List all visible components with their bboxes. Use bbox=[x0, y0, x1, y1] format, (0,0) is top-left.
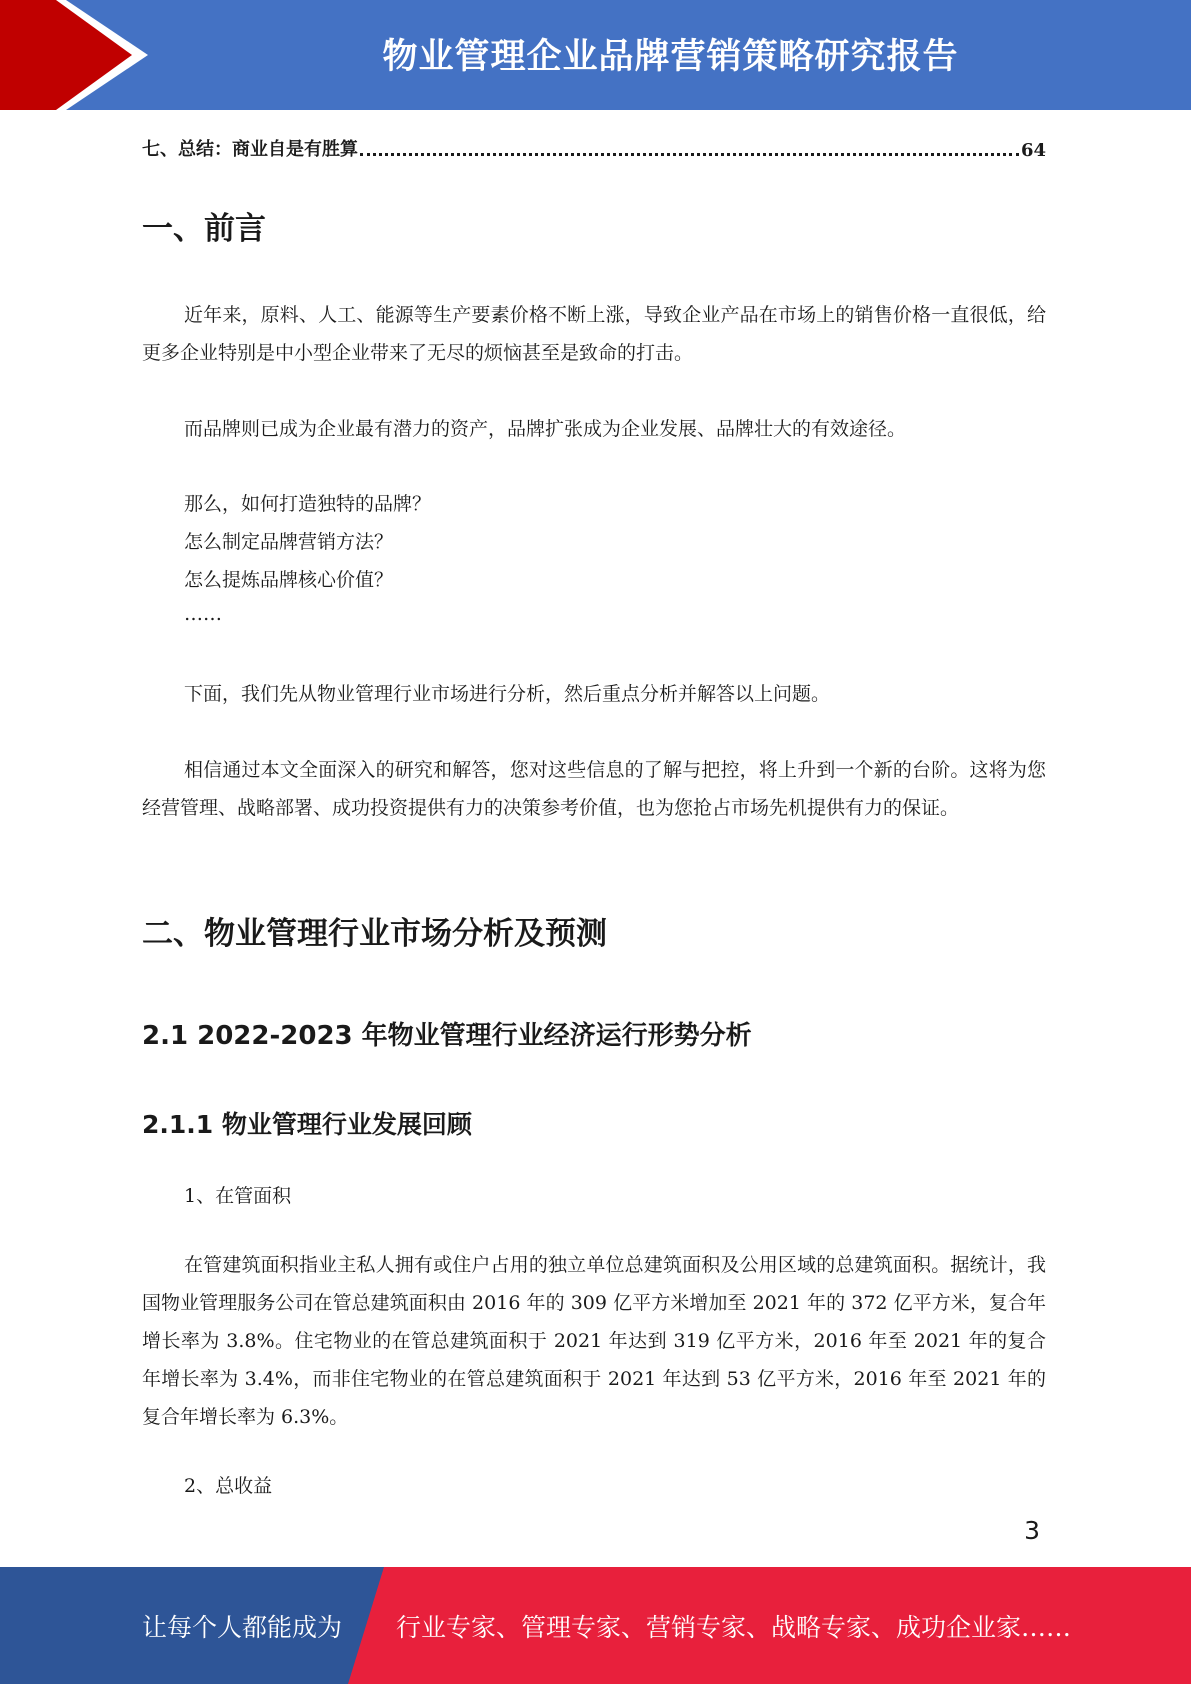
page-number: 3 bbox=[1024, 1516, 1040, 1545]
paragraph: 而品牌则已成为企业最有潜力的资产，品牌扩张成为企业发展、品牌壮大的有效途径。 bbox=[184, 418, 907, 440]
question-line: 那么，如何打造独特的品牌？ bbox=[184, 493, 432, 515]
ellipsis-line: …… bbox=[184, 603, 222, 625]
page-footer bbox=[0, 1567, 1191, 1684]
paragraph: 下面，我们先从物业管理行业市场进行分析，然后重点分析并解答以上问题。 bbox=[184, 683, 831, 705]
question-line: 怎么制定品牌营销方法？ bbox=[184, 531, 394, 553]
header-arrow-icon bbox=[0, 0, 160, 110]
report-title: 物业管理企业品牌营销策略研究报告 bbox=[382, 37, 959, 77]
question-line: 怎么提炼品牌核心价值？ bbox=[184, 569, 394, 591]
toc-item-label: 七、总结：商业自是有胜算 bbox=[142, 139, 358, 160]
subsection-heading: 2.1 2022-2023 年物业管理行业经济运行形势分析 bbox=[142, 1021, 752, 1051]
paragraph: 相信通过本文全面深入的研究和解答，您对这些信息的了解与把控，将上升到一个新的台阶。这将为您经营管理、战略部署、成功投资提供有力的决策参考价值，也为您抢占市场先机提供有力的保证。 bbox=[142, 759, 1046, 819]
list-item-label: 2、总收益 bbox=[184, 1475, 273, 1497]
toc-leader bbox=[360, 152, 1019, 156]
page-content bbox=[142, 125, 1046, 1497]
paragraph: 近年来，原料、人工、能源等生产要素价格不断上涨，导致企业产品在市场上的销售价格一直很低，给更多企业特别是中小型企业带来了无尽的烦恼甚至是致命的打击。 bbox=[142, 304, 1046, 364]
footer-slogan-right: 行业专家、管理专家、营销专家、战略专家、成功企业家…… bbox=[396, 1612, 1072, 1642]
section-heading-market: 二、物业管理行业市场分析及预测 bbox=[142, 916, 607, 952]
subsubsection-heading: 2.1.1 物业管理行业发展回顾 bbox=[142, 1110, 472, 1139]
toc-entry[interactable] bbox=[142, 125, 1046, 161]
page-header bbox=[0, 0, 1191, 110]
paragraph: 在管建筑面积指业主私人拥有或住户占用的独立单位总建筑面积及公用区域的总建筑面积。据统计，我国物业管理服务公司在管总建筑面积由 2016 年的 309 亿平方米增加至 2021 年的 372 亿平方米，复合年增长率为 3.8%。住宅物业的在管总建筑面积于 2021 年达到 319 亿平方米，2016 年至 2021 年的复合年增长率为 3.4%，而非住宅物业的在管总建筑面积于 2021 年达到 53 亿平方米，2016 年至 2021 年的复合年增长率为 6.3%。 bbox=[142, 1254, 1046, 1428]
toc-page-number: 64 bbox=[1020, 140, 1046, 161]
list-item-label: 1、在管面积 bbox=[184, 1185, 292, 1207]
footer-slogan-left: 让每个人都能成为 bbox=[142, 1612, 343, 1642]
section-heading-preface: 一、前言 bbox=[142, 211, 266, 247]
